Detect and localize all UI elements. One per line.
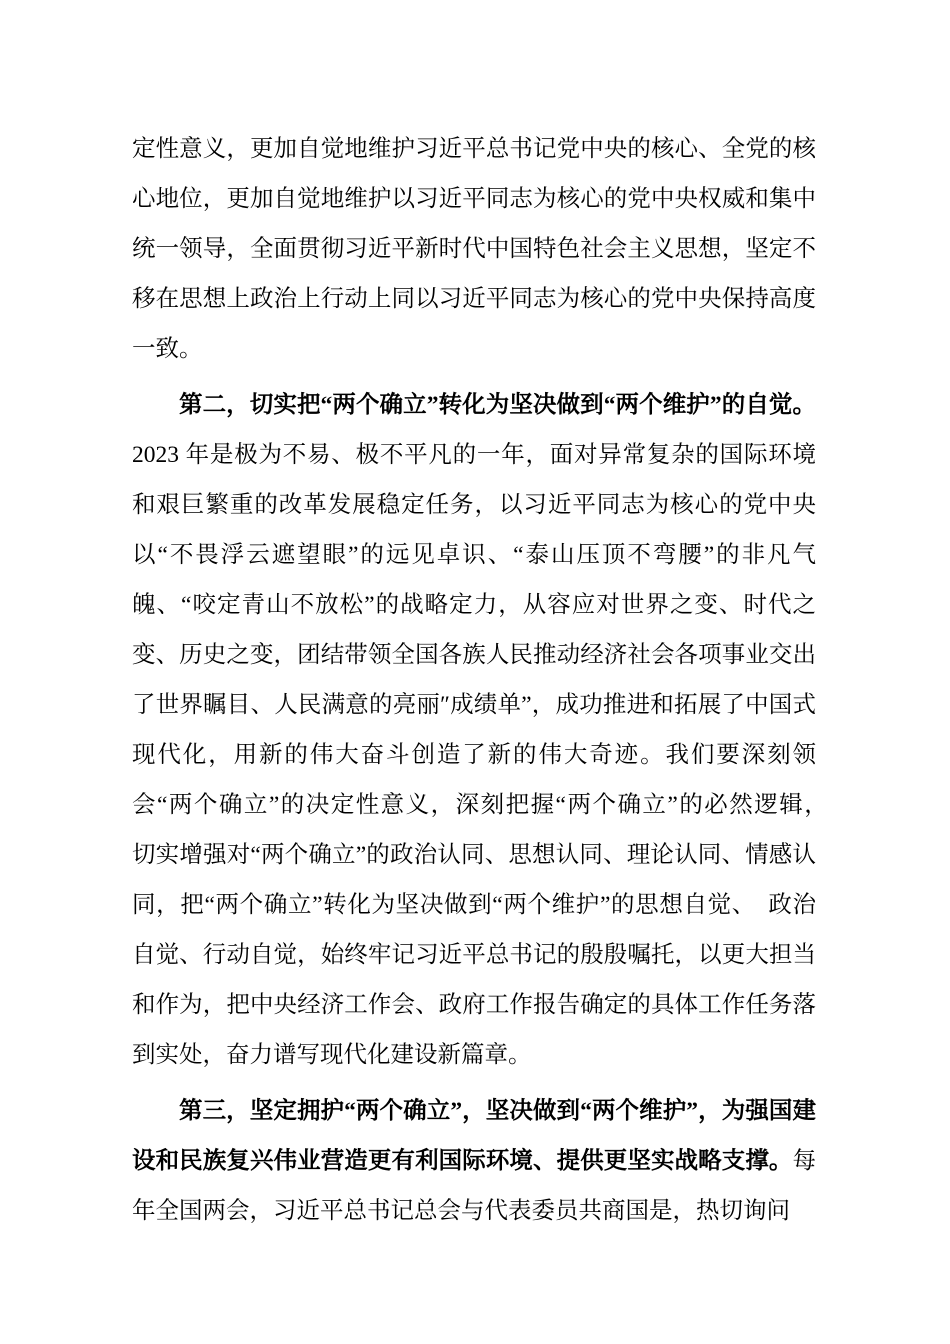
- paragraph-3: [132, 1086, 816, 1236]
- heading-run: 第二，切实把“两个确立”转化为坚决做到“两个维护”的自觉。: [179, 392, 816, 418]
- text-run: 2023 年是极为不易、极不平凡的一年，面对异常复杂的国际环境和艰巨繁重的改革发展稳定任务，以习近平同志为核心的党中央以“不畏浮云遮望眼”的远见卓识、“泰山压顶不弯腰”的非凡气魄、“咬定青山不放松”的战略定力，从容应对世界之变、时代之变、历史之变，团结带领全国各族人民推动经济社会各项事业交出了世界瞩目、人民满意的亮丽″成绩单”，成功推进和拓展了中国式现代化，用新的伟大奋斗创造了新的伟大奇迹。我们要深刻领会“两个确立”的决定性意义，深刻把握“两个确立”的必然逻辑， 切实增强对“两个确立”的政治认同、思想认同、理论认同、情感认同，把“两个确立”转化为坚决做到“两个维护”的思想自觉、 政治自觉、行动自觉，始终牢记习近平总书记的殷殷嘱托，以更大担当和作为，把中央经济工作会、政府工作报告确定的具体工作任务落到实处，奋力谱写现代化建设新篇章。: [132, 442, 840, 1068]
- text-run: 每年全国两会，习近平总书记总会与代表委员共商国是，热切询问: [132, 1148, 816, 1224]
- paragraph-1: [132, 124, 816, 374]
- document-content: [132, 124, 840, 1242]
- paragraph-2: [132, 380, 840, 1080]
- text-run: 定性意义，更加自觉地维护习近平总书记党中央的核心、全党的核心地位，更加自觉地维护以习近平同志为核心的党中央权威和集中统一领导，全面贯彻习近平新时代中国特色社会主义思想，坚定不移在思想上政治上行动上同以习近平同志为核心的党中央保持高度一致。: [132, 136, 816, 362]
- heading-run: 第三，坚定拥护“两个确立”，坚决做到“两个维护”，为强国建设和民族复兴伟业营造更有利国际环境、提供更坚实战略支撑。: [132, 1098, 816, 1174]
